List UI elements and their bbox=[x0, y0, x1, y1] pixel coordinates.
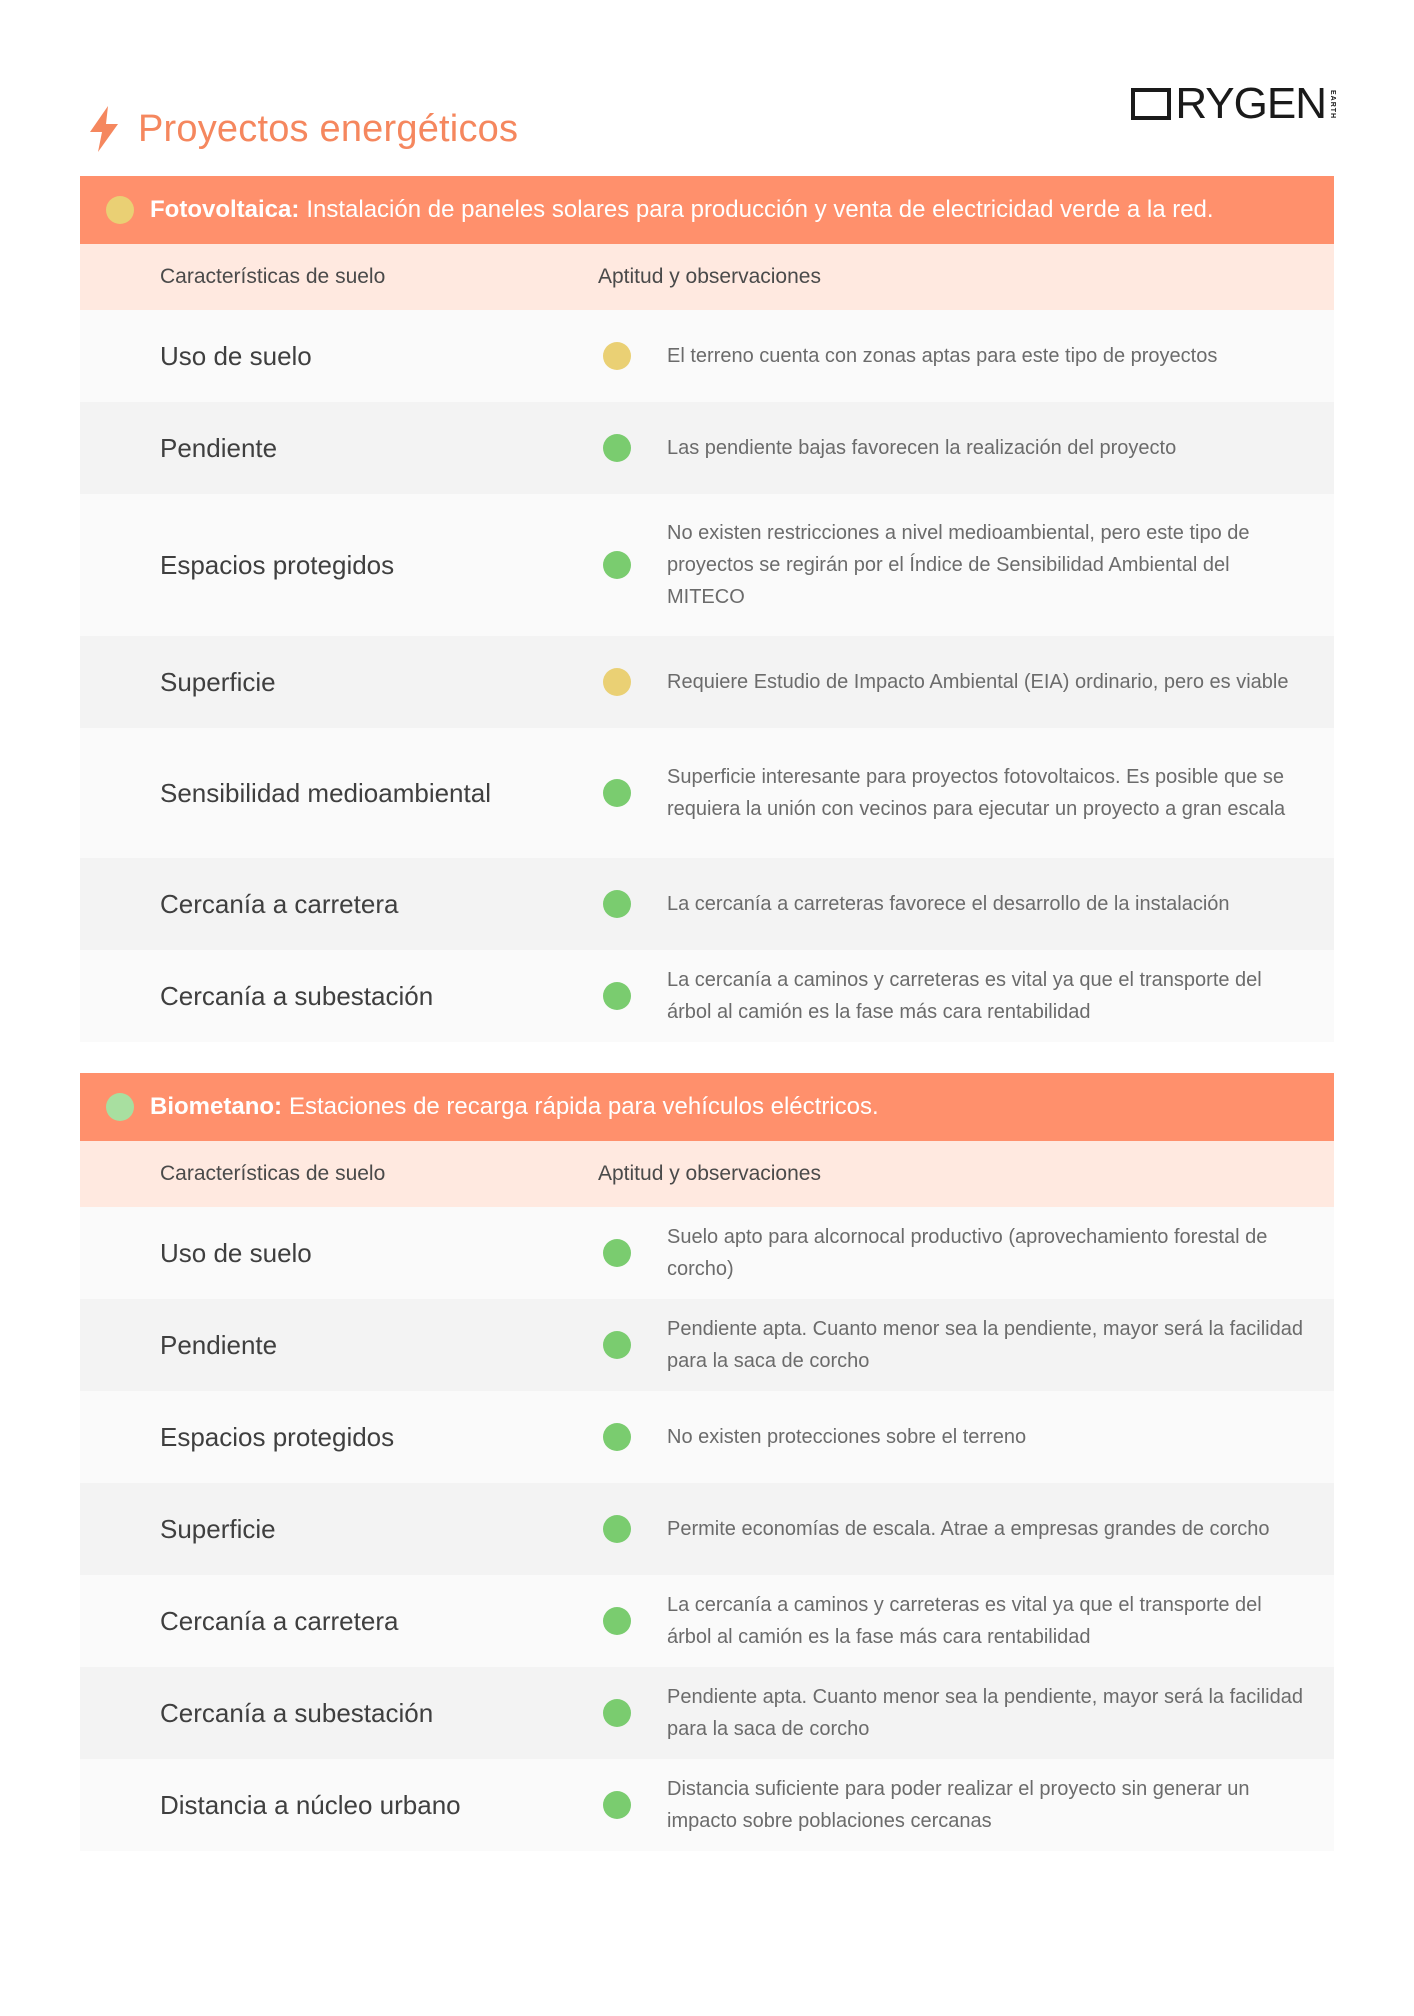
section-header bbox=[80, 1073, 1334, 1141]
table-row bbox=[80, 728, 1334, 858]
section-status-dot bbox=[106, 1093, 134, 1121]
status-dot-icon bbox=[603, 779, 631, 807]
row-label: Distancia a núcleo urbano bbox=[160, 1789, 461, 1820]
status-dot-icon bbox=[603, 982, 631, 1010]
logo-subtext: EARTH bbox=[1329, 90, 1336, 120]
section-biometano bbox=[80, 1073, 1334, 1851]
row-label: Superficie bbox=[160, 1513, 276, 1544]
status-dot-icon bbox=[603, 1699, 631, 1727]
table-row bbox=[80, 1483, 1334, 1575]
row-note: No existen protecciones sobre el terreno bbox=[667, 1426, 1027, 1448]
section-name: Fotovoltaica: bbox=[150, 196, 300, 223]
logo-text: RYGEN bbox=[1175, 79, 1326, 128]
column-header-aptitude: Aptitud y observaciones bbox=[598, 265, 821, 288]
row-note: Pendiente apta. Cuanto menor sea la pendiente, mayor será la facilidad para la saca de corcho bbox=[667, 1686, 1303, 1740]
section-description: Instalación de paneles solares para producción y venta de electricidad verde a la red. bbox=[306, 196, 1214, 223]
table-body bbox=[80, 1207, 1334, 1851]
row-label: Espacios protegidos bbox=[160, 1421, 395, 1452]
column-header bbox=[80, 244, 1334, 310]
table-body bbox=[80, 310, 1334, 1042]
row-label: Espacios protegidos bbox=[160, 549, 395, 580]
status-dot-icon bbox=[603, 1791, 631, 1819]
status-dot-icon bbox=[603, 890, 631, 918]
section-description: Estaciones de recarga rápida para vehículos eléctricos. bbox=[289, 1093, 879, 1120]
status-dot-icon bbox=[603, 434, 631, 462]
row-note: La cercanía a caminos y carreteras es vital ya que el transporte del árbol al camión es la fase más cara rentabilidad bbox=[667, 1594, 1262, 1648]
table-row bbox=[80, 1667, 1334, 1759]
table-row bbox=[80, 950, 1334, 1042]
row-label: Sensibilidad medioambiental bbox=[160, 777, 491, 808]
row-label: Cercanía a subestación bbox=[160, 1697, 434, 1728]
logo-box-icon bbox=[1131, 88, 1171, 120]
row-label: Pendiente bbox=[160, 432, 278, 463]
status-dot-icon bbox=[603, 1239, 631, 1267]
table-row bbox=[80, 1207, 1334, 1299]
brand-logo bbox=[1131, 79, 1336, 128]
row-note: Suelo apto para alcornocal productivo (aprovechamiento forestal de corcho) bbox=[667, 1226, 1268, 1280]
status-dot-icon bbox=[603, 1423, 631, 1451]
page-header bbox=[86, 79, 1336, 176]
table-row bbox=[80, 1299, 1334, 1391]
column-header-characteristics: Características de suelo bbox=[160, 1162, 386, 1185]
table-row bbox=[80, 494, 1334, 636]
status-dot-icon bbox=[603, 1515, 631, 1543]
column-header-aptitude: Aptitud y observaciones bbox=[598, 1162, 821, 1185]
status-dot-icon bbox=[603, 551, 631, 579]
row-note: La cercanía a caminos y carreteras es vital ya que el transporte del árbol al camión es la fase más cara rentabilidad bbox=[667, 969, 1262, 1023]
table-row bbox=[80, 636, 1334, 728]
status-dot-icon bbox=[603, 668, 631, 696]
column-header-characteristics: Características de suelo bbox=[160, 265, 386, 288]
row-label: Superficie bbox=[160, 666, 276, 697]
section-fotovoltaica bbox=[80, 176, 1334, 1042]
row-label: Pendiente bbox=[160, 1329, 278, 1360]
section-name: Biometano: bbox=[150, 1093, 282, 1120]
table-row bbox=[80, 858, 1334, 950]
title-wrap bbox=[86, 106, 518, 152]
status-dot-icon bbox=[603, 1607, 631, 1635]
section-header bbox=[80, 176, 1334, 244]
row-note: La cercanía a carreteras favorece el desarrollo de la instalación bbox=[667, 893, 1230, 915]
status-dot-icon bbox=[603, 1331, 631, 1359]
row-label: Uso de suelo bbox=[160, 340, 312, 371]
lightning-bolt-icon bbox=[86, 106, 122, 152]
row-note: Distancia suficiente para poder realizar el proyecto sin generar un impacto sobre poblaciones cercanas bbox=[667, 1778, 1250, 1832]
row-note: Las pendiente bajas favorecen la realización del proyecto bbox=[667, 437, 1177, 459]
page-title: Proyectos energéticos bbox=[138, 107, 519, 150]
table-row bbox=[80, 402, 1334, 494]
column-header bbox=[80, 1141, 1334, 1207]
row-note: No existen restricciones a nivel medioambiental, pero este tipo de proyectos se regirán por el Índice de Sensibilidad Ambiental del MITECO bbox=[667, 522, 1250, 608]
row-label: Cercanía a carretera bbox=[160, 1605, 399, 1636]
row-note: Superficie interesante para proyectos fotovoltaicos. Es posible que se requiera la unión con vecinos para ejecutar un proyecto a gran escala bbox=[667, 766, 1286, 820]
table-row bbox=[80, 310, 1334, 402]
row-label: Cercanía a carretera bbox=[160, 888, 399, 919]
row-note: El terreno cuenta con zonas aptas para este tipo de proyectos bbox=[667, 345, 1218, 367]
row-note: Pendiente apta. Cuanto menor sea la pendiente, mayor será la facilidad para la saca de corcho bbox=[667, 1318, 1303, 1372]
status-dot-icon bbox=[603, 342, 631, 370]
table-row bbox=[80, 1391, 1334, 1483]
table-row bbox=[80, 1759, 1334, 1851]
row-note: Permite economías de escala. Atrae a empresas grandes de corcho bbox=[667, 1518, 1270, 1540]
section-status-dot bbox=[106, 196, 134, 224]
row-label: Uso de suelo bbox=[160, 1237, 312, 1268]
row-note: Requiere Estudio de Impacto Ambiental (EIA) ordinario, pero es viable bbox=[667, 671, 1289, 693]
row-label: Cercanía a subestación bbox=[160, 980, 434, 1011]
table-row bbox=[80, 1575, 1334, 1667]
